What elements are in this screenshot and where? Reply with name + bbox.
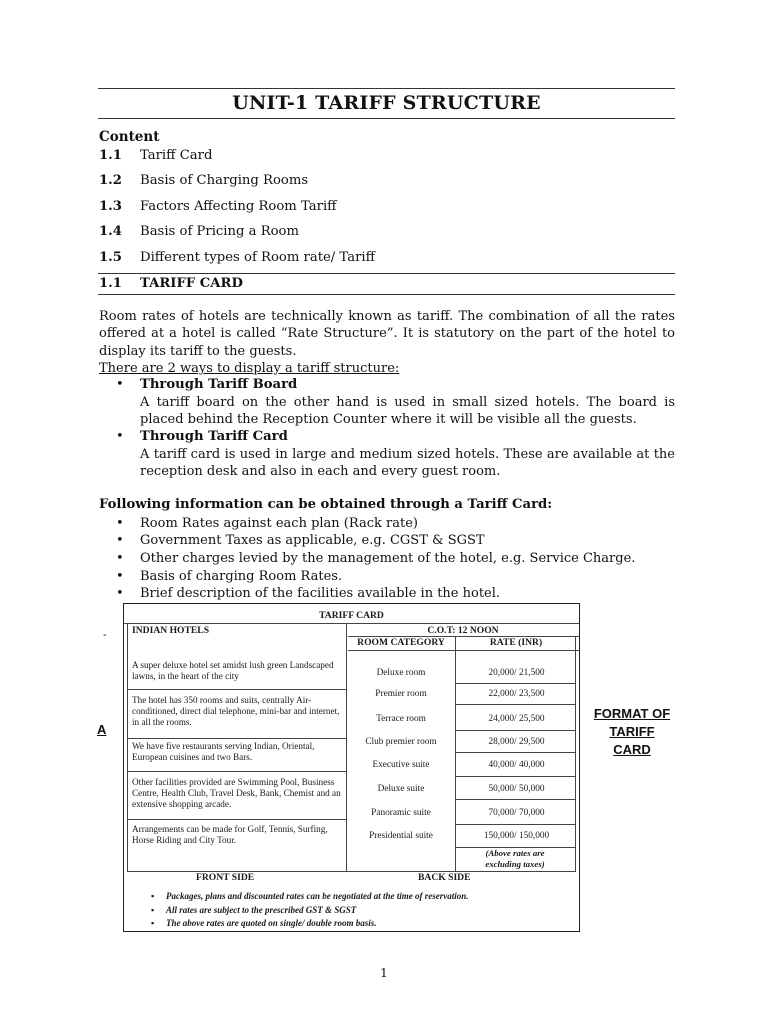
bullet-dot: • (116, 377, 124, 392)
page-number: 1 (380, 966, 388, 980)
card-room-rate: 24,000/ 25,500 (488, 714, 545, 724)
card-room-category: Executive suite (372, 760, 430, 770)
toc-number: 1.5 (99, 250, 122, 265)
card-line (127, 771, 347, 772)
format-label-line: FORMAT OF (593, 706, 671, 721)
toc-text: Tariff Card (140, 148, 213, 163)
card-room-rate: 40,000/ 40,000 (488, 760, 545, 770)
card-room-rate: 150,000/ 150,000 (483, 831, 550, 841)
card-line (127, 819, 347, 820)
card-rates-note: excluding taxes) (485, 859, 545, 869)
card-header: TARIFF CARD (319, 610, 384, 621)
card-line (455, 683, 576, 684)
card-note: Packages, plans and discounted rates can be negotiated at the time of reservation. (166, 891, 469, 901)
toc-number: 1.1 (99, 148, 122, 163)
card-back-side: BACK SIDE (418, 872, 471, 883)
toc-text: Factors Affecting Room Tariff (140, 199, 337, 214)
card-description: A super deluxe hotel set amidst lush green Landscaped lawns, in the heart of the city (132, 660, 334, 681)
card-description: We have five restaurants serving Indian, Oriental, European cuisines and two Bars. (132, 741, 315, 762)
format-label-line: CARD (613, 742, 651, 757)
way-text: A tariff board on the other hand is used in small sized hotels. The board is placed behind the Reception Counter where it will be visible all the guests. (140, 395, 675, 428)
card-description: The hotel has 350 rooms and suits, centrally Air-conditioned, direct dial telephone, mini-bar and internet, in all the rooms. (132, 695, 340, 727)
info-item: • Other charges levied by the management of the hotel, e.g. Service Charge. (116, 551, 636, 566)
intro-paragraph: Room rates of hotels are technically known as tariff. The combination of all the rates offered at a hotel is called “Rate Structure”. It is statutory on the part of the hotel to display its tariff to the guests. (99, 309, 675, 359)
card-room-category: Club premier room (365, 737, 437, 747)
card-line (455, 776, 576, 777)
card-line (127, 689, 347, 690)
page-title: UNIT-1 TARIFF STRUCTURE (232, 92, 541, 114)
card-col-category: ROOM CATEGORY (357, 637, 445, 648)
card-line (455, 752, 576, 753)
section-heading (99, 276, 243, 291)
info-text: Other charges levied by the management of the hotel, e.g. Service Charge. (140, 551, 636, 566)
info-text: Basis of charging Room Rates. (140, 569, 343, 584)
card-note: All rates are subject to the prescribed GST & SGST (166, 905, 357, 915)
toc-number: 1.2 (99, 173, 122, 188)
top-rule (98, 88, 675, 89)
card-line (455, 730, 576, 731)
card-line (348, 650, 579, 651)
card-line (455, 824, 576, 825)
section-rule-top (98, 273, 675, 274)
format-label-line: TARIFF (609, 724, 655, 739)
info-item: • Room Rates against each plan (Rack rate) (116, 516, 418, 531)
info-text: Room Rates against each plan (Rack rate) (140, 516, 418, 531)
card-room-category: Panoramic suite (371, 808, 431, 818)
way-title: Through Tariff Card (140, 429, 288, 444)
toc-text: Basis of Pricing a Room (140, 224, 300, 239)
bullet-dot: • (116, 429, 124, 444)
card-front-side: FRONT SIDE (196, 872, 255, 883)
section-title: TARIFF CARD (140, 276, 243, 291)
info-item: • Brief description of the facilities available in the hotel. (116, 586, 501, 601)
card-col-rate: RATE (INR) (489, 637, 543, 648)
card-room-category: Deluxe room (376, 668, 426, 678)
card-note-bullet: ▪ (151, 905, 155, 915)
card-room-rate: 22,000/ 23,500 (488, 689, 545, 699)
card-hotel-name: INDIAN HOTELS (132, 625, 210, 636)
section-number: 1.1 (99, 276, 122, 291)
card-room-rate: 70,000/ 70,000 (488, 808, 545, 818)
section-rule-bottom (98, 294, 675, 295)
card-note-bullet: ▪ (151, 891, 155, 901)
card-description: Other facilities provided are Swimming Pool, Business Centre, Health Club, Travel Desk, Bank, Chemist and an extensive shopping arcade. (132, 777, 341, 809)
card-room-rate: 50,000/ 50,000 (488, 784, 545, 794)
card-line (127, 623, 128, 871)
info-text: Government Taxes as applicable, e.g. CGST & SGST (140, 533, 485, 548)
way-text: A tariff card is used in large and medium sized hotels. These are available at the reception desk and also in each and every guest room. (140, 447, 675, 480)
content-label: Content (99, 129, 160, 145)
card-line (127, 738, 347, 739)
card-room-category: Deluxe suite (377, 784, 425, 794)
card-cot: C.O.T: 12 NOON (427, 625, 499, 636)
card-room-category: Terrace room (376, 714, 426, 724)
card-room-rate: 28,000/ 29,500 (488, 737, 545, 747)
card-line (455, 704, 576, 705)
card-note: The above rates are quoted on single/ double room basis. (166, 918, 377, 928)
info-item: • Government Taxes as applicable, e.g. CGST & SGST (116, 533, 485, 548)
info-text: Brief description of the facilities available in the hotel. (140, 586, 501, 601)
card-rates-note: (Above rates are (485, 848, 545, 858)
card-description: Arrangements can be made for Golf, Tennis, Surfing, Horse Riding and City Tour. (132, 824, 328, 845)
toc-number: 1.3 (99, 199, 122, 214)
card-line (127, 871, 576, 872)
card-line (455, 799, 576, 800)
toc-text: Different types of Room rate/ Tariff (140, 250, 375, 265)
card-room-category: Presidential suite (369, 831, 433, 841)
card-line (124, 623, 579, 624)
format-label (584, 705, 680, 759)
card-line (455, 636, 456, 871)
ways-heading: There are 2 ways to display a tariff structure: (99, 361, 400, 376)
tariff-card-figure (123, 603, 580, 932)
card-line (575, 636, 576, 871)
title-rule (98, 118, 675, 119)
card-room-category: Premier room (375, 689, 427, 699)
info-item: • Basis of charging Room Rates. (116, 569, 343, 584)
card-room-rate: 20,000/ 21,500 (488, 668, 545, 678)
info-heading: Following information can be obtained through a Tariff Card: (99, 497, 553, 512)
toc-number: 1.4 (99, 224, 122, 239)
card-note-bullet: ▪ (151, 918, 155, 928)
tick-mark: - (103, 628, 107, 641)
toc-text: Basis of Charging Rooms (140, 173, 309, 188)
side-label: A (97, 722, 107, 737)
way-title: Through Tariff Board (140, 377, 298, 392)
